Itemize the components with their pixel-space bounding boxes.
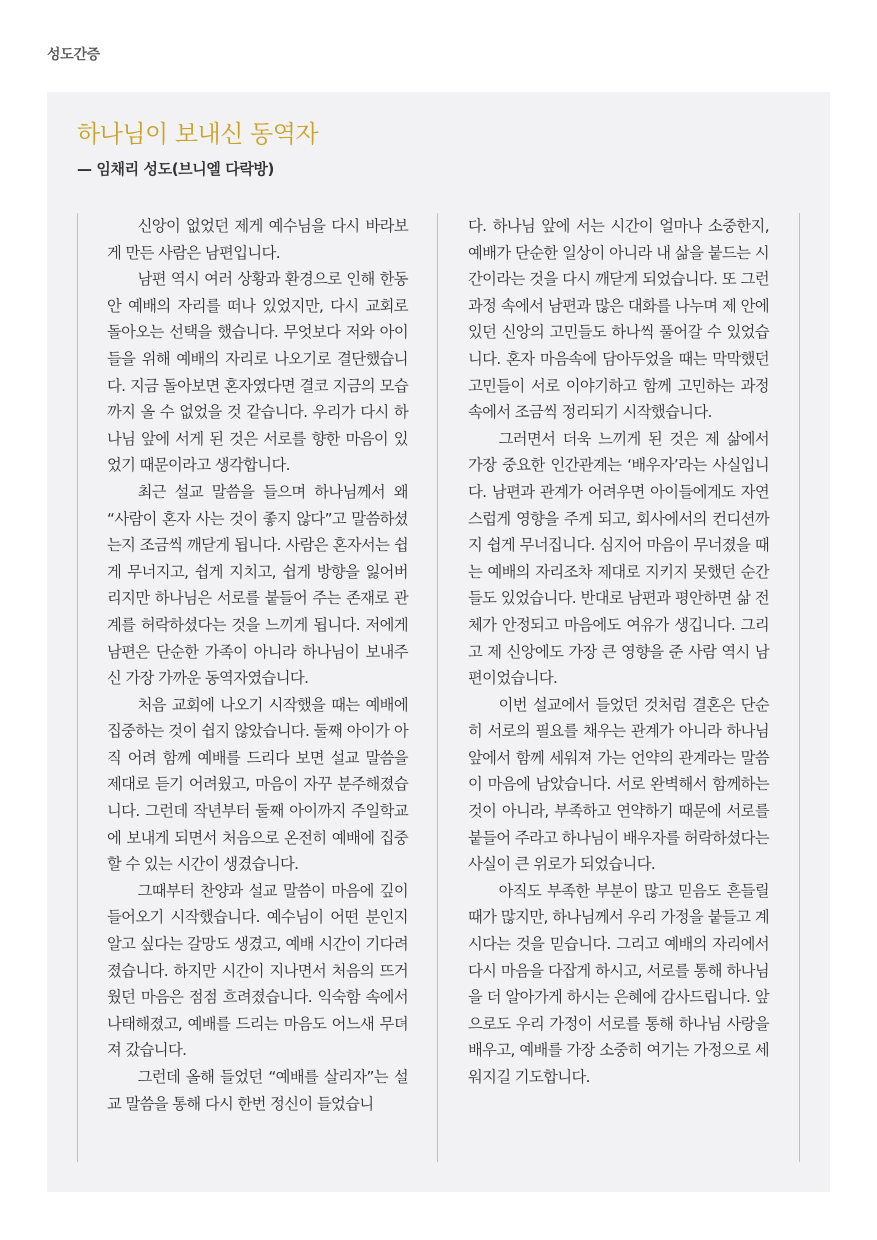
section-label: 성도간증 <box>47 47 100 63</box>
paragraph: 이번 설교에서 들었던 것처럼 결혼은 단순히 서로의 필요를 채우는 관계가 아니라 하나님 앞에서 함께 세워져 가는 언약의 관계라는 말씀이 마음에 남았습니다. 서로 완벽해서 함께하는 것이 아니라, 부족하고 연약하기 때문에 서로를 붙들어 주라고 하나님이 배우자를 허락하셨다는 사실이 큰 위로가 되었습니다. <box>468 695 769 874</box>
paragraph: 아직도 부족한 부분이 많고 믿음도 흔들릴 때가 많지만, 하나님께서 우리 가정을 붙들고 계시다는 것을 믿습니다. 그리고 예배의 자리에서 다시 마음을 다잡게 하시고, 서로를 통해 하나님을 더 알아가게 하시는 은혜에 감사드립니다. 앞으로도 우리 가정이 서로를 통해 하나님 사랑을 배우고, 예배를 가장 소중히 여기는 가정으로 세워지길 기도합니다. <box>468 881 769 1086</box>
article-card <box>47 92 830 1192</box>
paragraph: 처음 교회에 나오기 시작했을 때는 예배에 집중하는 것이 쉽지 않았습니다. 둘째 아이가 아직 어려 함께 예배를 드리다 보면 설교 말씀을 제대로 듣기 어려웠고, 마음이 자꾸 분주해졌습니다. 그런데 작년부터 둘째 아이까지 주일학교에 보내게 되면서 처음으로 온전히 예배에 집중할 수 있는 시간이 생겼습니다. <box>107 695 408 874</box>
paragraph: 그런데 올해 들었던 “예배를 살리자”는 설교 말씀을 통해 다시 한번 정신이 들었습니 <box>107 1068 408 1113</box>
middle-column-rule <box>437 213 438 1162</box>
paragraph: 최근 설교 말씀을 들으며 하나님께서 왜 “사람이 혼자 사는 것이 좋지 않다”고 말씀하셨는지 조금씩 깨닫게 됩니다. 사람은 혼자서는 쉽게 무너지고, 쉽게 지치고, 쉽게 방향을 잃어버리지만 하나님은 서로를 붙들어 주는 존재로 관계를 허락하셨다는 것을 느끼게 됩니다. 저에게 남편은 단순한 가족이 아니라 하나님이 보내주신 가장 가까운 동역자였습니다. <box>107 482 408 688</box>
right-column-rule <box>799 213 800 1162</box>
paragraph: 그러면서 더욱 느끼게 된 것은 제 삶에서 가장 중요한 인간관계는 ‘배우자’라는 사실입니다. 남편과 관계가 어려우면 아이들에게도 자연스럽게 영향을 주게 되고, 회사에서의 컨디션까지 쉽게 무너집니다. 심지어 마음이 무너졌을 때는 예배의 자리조차 제대로 지키지 못했던 순간들도 있었습니다. 반대로 남편과 평안하면 삶 전체가 안정되고 마음에도 여유가 생깁니다. 그리고 제 신앙에도 가장 큰 영향을 준 사람 역시 남편이었습니다. <box>468 429 769 688</box>
left-column-rule <box>77 213 78 1162</box>
paragraph: 그때부터 찬양과 설교 말씀이 마음에 깊이 들어오기 시작했습니다. 예수님이 어떤 분인지 알고 싶다는 갈망도 생겼고, 예배 시간이 기다려졌습니다. 하지만 시간이 지나면서 처음의 뜨거웠던 마음은 점점 흐려졌습니다. 익숙함 속에서 나태해졌고, 예배를 드리는 마음도 어느새 무뎌져 갔습니다. <box>107 881 408 1060</box>
paragraph-continuation: 다. 하나님 앞에 서는 시간이 얼마나 소중한지, 예배가 단순한 일상이 아니라 내 삶을 붙드는 시간이라는 것을 다시 깨닫게 되었습니다. 또 그런 과정 속에서 남편과 많은 대화를 나누며 제 안에 있던 신앙의 고민들도 하나씩 풀어갈 수 있었습니다. 혼자 마음속에 담아두었을 때는 막막했던 고민들이 서로 이야기하고 함께 고민하는 과정 속에서 조금씩 정리되기 시작했습니다. <box>468 217 769 422</box>
article-title: 하나님이 보내신 동역자 <box>77 120 319 148</box>
left-column <box>107 213 408 1117</box>
paragraph: 신앙이 없었던 제게 예수님을 다시 바라보게 만든 사람은 남편입니다. <box>107 217 408 262</box>
paragraph: 남편 역시 여러 상황과 환경으로 인해 한동안 예배의 자리를 떠나 있었지만, 다시 교회로 돌아오는 선택을 했습니다. 무엇보다 저와 아이들을 위해 예배의 자리로 나오기로 결단했습니다. 지금 돌아보면 혼자였다면 결코 지금의 모습까지 올 수 없었을 것 같습니다. 우리가 다시 하나님 앞에 서게 된 것은 서로를 향한 마음이 있었기 때문이라고 생각합니다. <box>107 270 408 475</box>
right-column <box>468 213 769 1091</box>
article-author: — 임채리 성도(브니엘 다락방) <box>77 160 274 178</box>
